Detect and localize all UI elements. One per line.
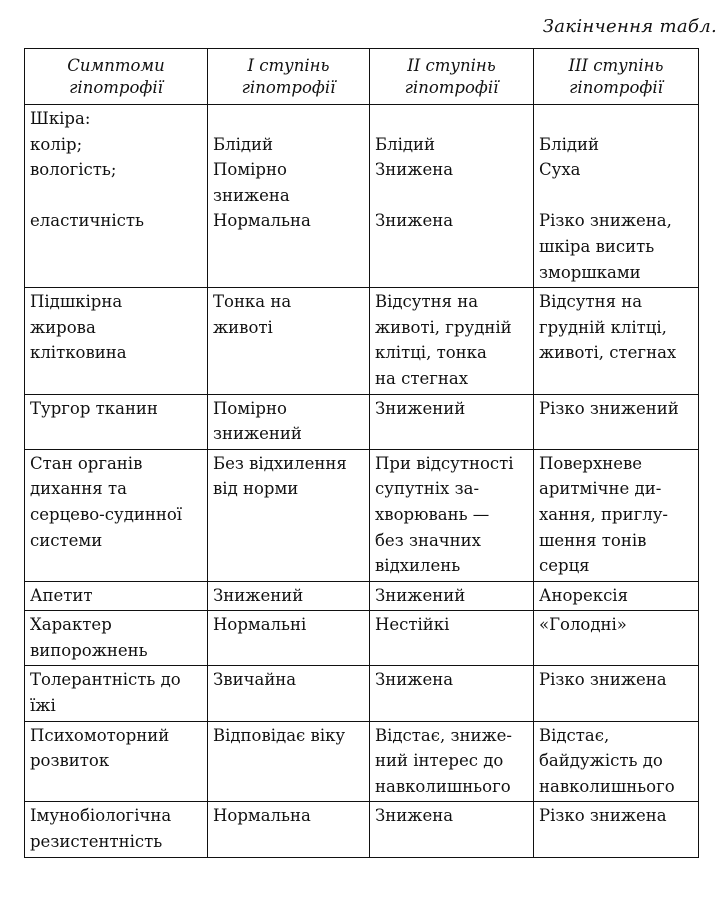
- cell-line: Знижена: [375, 160, 454, 180]
- spacer: [375, 106, 529, 132]
- cell-line: Імунобіологічна: [30, 806, 172, 826]
- cell-line: Без відхилення: [213, 453, 347, 473]
- cell-line: Відповідає віку: [213, 725, 346, 745]
- cell-line: Психомоторний: [30, 725, 170, 745]
- cell-line: Анорексія: [539, 585, 628, 605]
- cell-line: Стан органів: [30, 453, 143, 473]
- degree-2-cell: [370, 394, 534, 449]
- degree-3-cell: [534, 394, 699, 449]
- spacer: [539, 106, 694, 132]
- header-symptoms: [25, 49, 208, 105]
- degree-2-cell: [370, 802, 534, 857]
- cell-line: Тургор тканин: [30, 398, 158, 418]
- header-line: гіпотрофії: [404, 78, 499, 97]
- cell-line: Відстає, зниже-: [375, 725, 513, 745]
- cell-line: Відсутня на: [375, 292, 479, 312]
- cell-line: на стегнах: [375, 368, 468, 388]
- cell-line: Відсутня на: [539, 292, 643, 312]
- header-line: I ступінь: [247, 56, 330, 75]
- symptom-cell: [25, 802, 208, 857]
- cell-line: супутніх за-: [375, 479, 480, 499]
- cell-line: клітці, тонка: [375, 343, 487, 363]
- cell-line: відхилень: [375, 556, 461, 576]
- symptom-cell: [25, 611, 208, 666]
- cell-line: грудній клітці,: [539, 317, 667, 337]
- table-row: [25, 666, 699, 721]
- cell-line: Помірно: [213, 160, 287, 180]
- table-row: [25, 449, 699, 581]
- degree-2-cell: [370, 288, 534, 394]
- cell-line: Характер: [30, 615, 112, 635]
- cell-line: жирова: [30, 317, 96, 337]
- degree-1-cell: [208, 105, 370, 288]
- cell-line: Тонка на: [213, 292, 292, 312]
- cell-line: аритмічне ди-: [539, 479, 662, 499]
- degree-1-cell: [208, 581, 370, 611]
- cell-line: Знижена: [375, 211, 454, 231]
- degree-3-cell: [534, 581, 699, 611]
- table-row: [25, 288, 699, 394]
- table-header-row: [25, 49, 699, 105]
- degree-3-cell: [534, 449, 699, 581]
- cell-line: Знижений: [213, 585, 304, 605]
- cell-line: Поверхневе: [539, 453, 643, 473]
- cell-line: Толерантність до: [30, 670, 181, 690]
- symptom-cell: [25, 581, 208, 611]
- header-line: гіпотрофії: [69, 78, 163, 97]
- degree-2-cell: [370, 581, 534, 611]
- cell-line: хання, приглу-: [539, 504, 669, 524]
- degree-2-cell: [370, 721, 534, 802]
- spacer: [30, 183, 203, 209]
- degree-1-cell: [208, 394, 370, 449]
- cell-line: Різко знижена,: [539, 211, 672, 231]
- spacer: [375, 183, 529, 209]
- symptom-cell: [25, 449, 208, 581]
- cell-line: Помірно: [213, 398, 287, 418]
- cell-line: навколишнього: [375, 776, 511, 796]
- cell-line: системи: [30, 530, 103, 550]
- header-degree-1: [208, 49, 370, 105]
- cell-line: Блідий: [213, 134, 274, 154]
- table-row: [25, 581, 699, 611]
- cell-line: Знижена: [375, 806, 454, 826]
- cell-line: Знижена: [375, 670, 454, 690]
- cell-line: Різко знижена: [539, 670, 667, 690]
- cell-line: колір;: [30, 134, 83, 154]
- cell-line: Блідий: [375, 134, 436, 154]
- cell-line: від норми: [213, 479, 299, 499]
- table-row: [25, 802, 699, 857]
- header-line: гіпотрофії: [569, 78, 663, 97]
- degree-3-cell: [534, 105, 699, 288]
- cell-line: Звичайна: [213, 670, 297, 690]
- cell-line: резистентність: [30, 832, 163, 852]
- cell-line: Апетит: [30, 585, 93, 605]
- cell-line: Відстає,: [539, 725, 610, 745]
- cell-line: без значних: [375, 530, 481, 550]
- cell-line: Різко знижений: [539, 398, 679, 418]
- table-continuation-caption: Закінчення табл.: [542, 16, 717, 37]
- cell-line: серцево-судинної: [30, 504, 183, 524]
- degree-3-cell: [534, 611, 699, 666]
- cell-line: Нормальна: [213, 211, 311, 231]
- cell-line: Знижений: [375, 398, 466, 418]
- header-degree-3: [534, 49, 699, 105]
- cell-line: хворювань —: [375, 504, 490, 524]
- cell-line: животі: [213, 317, 273, 337]
- cell-line: їжі: [30, 696, 56, 716]
- cell-line: Нормальна: [213, 806, 311, 826]
- cell-line: Блідий: [539, 134, 600, 154]
- table-row: [25, 105, 699, 288]
- cell-line: шкіра висить: [539, 236, 655, 256]
- symptom-cell: [25, 394, 208, 449]
- cell-line: знижений: [213, 424, 302, 444]
- degree-2-cell: [370, 105, 534, 288]
- table-row: [25, 721, 699, 802]
- degree-1-cell: [208, 449, 370, 581]
- symptom-cell: [25, 666, 208, 721]
- cell-line: животі, стегнах: [539, 343, 677, 363]
- degree-3-cell: [534, 288, 699, 394]
- cell-line: шення тонів: [539, 530, 647, 550]
- cell-line: ний інтерес до: [375, 751, 504, 771]
- cell-line: Різко знижена: [539, 806, 667, 826]
- degree-1-cell: [208, 666, 370, 721]
- degree-2-cell: [370, 666, 534, 721]
- symptom-cell: [25, 721, 208, 802]
- degree-1-cell: [208, 611, 370, 666]
- cell-line: При відсутності: [375, 453, 514, 473]
- spacer: [539, 183, 694, 209]
- header-degree-2: [370, 49, 534, 105]
- cell-line: випорожнень: [30, 640, 148, 660]
- cell-line: Знижений: [375, 585, 466, 605]
- degree-1-cell: [208, 288, 370, 394]
- cell-line: навколишнього: [539, 776, 675, 796]
- symptom-cell: [25, 105, 208, 288]
- hypotrophy-symptoms-table: [24, 48, 699, 858]
- cell-line: клітковина: [30, 343, 127, 363]
- cell-line: Підшкірна: [30, 292, 123, 312]
- degree-3-cell: [534, 721, 699, 802]
- cell-line: «Голодні»: [539, 615, 627, 635]
- cell-line: Нестійкі: [375, 615, 450, 635]
- cell-line: зморшками: [539, 262, 641, 282]
- cell-line: знижена: [213, 185, 290, 205]
- header-line: Симптоми: [67, 56, 165, 75]
- cell-line: еластичність: [30, 211, 144, 231]
- degree-1-cell: [208, 721, 370, 802]
- cell-line: Шкіра:: [30, 109, 91, 128]
- cell-line: вологість;: [30, 160, 117, 180]
- symptom-cell: [25, 288, 208, 394]
- cell-line: животі, грудній: [375, 317, 512, 337]
- degree-2-cell: [370, 611, 534, 666]
- cell-line: розвиток: [30, 751, 110, 771]
- cell-line: Нормальні: [213, 615, 307, 635]
- spacer: [213, 106, 365, 132]
- degree-3-cell: [534, 802, 699, 857]
- degree-2-cell: [370, 449, 534, 581]
- cell-line: дихання та: [30, 479, 127, 499]
- cell-line: байдужість до: [539, 751, 663, 771]
- cell-line: Суха: [539, 160, 581, 180]
- table-row: [25, 394, 699, 449]
- header-line: гіпотрофії: [241, 78, 336, 97]
- table-row: [25, 611, 699, 666]
- header-line: III ступінь: [568, 56, 664, 75]
- header-line: II ступінь: [407, 56, 496, 75]
- degree-3-cell: [534, 666, 699, 721]
- cell-line: серця: [539, 556, 590, 576]
- degree-1-cell: [208, 802, 370, 857]
